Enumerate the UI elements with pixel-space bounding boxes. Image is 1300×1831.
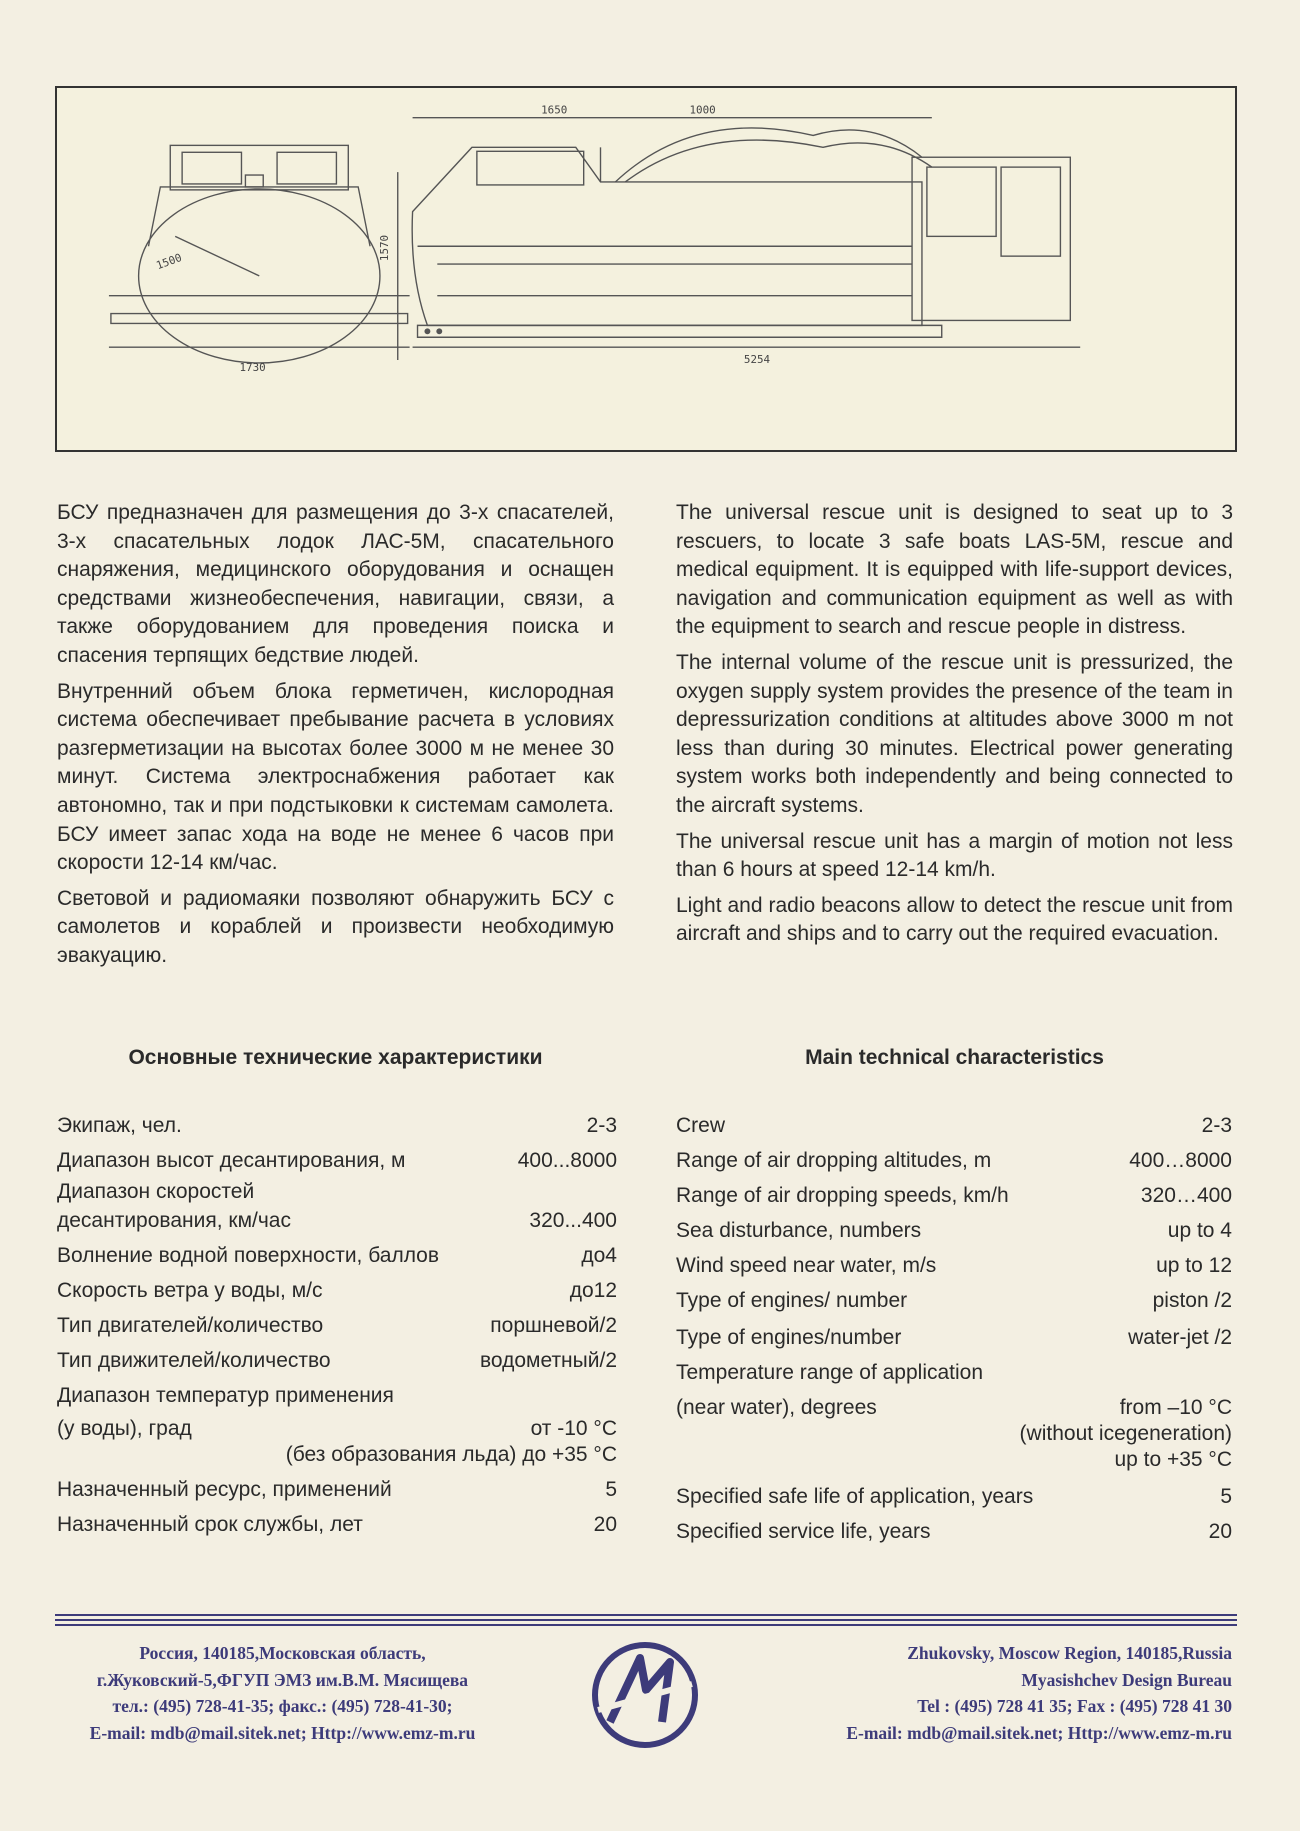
footer-line: г.Жуковский-5,ФГУП ЭМЗ им.В.М. Мясищева [96,1669,469,1690]
en-paragraph: The universal rescue unit is designed to seat up to 3 rescuers, to locate 3 safe boats LAS-5M, rescue and medical equipment. It is equipped with life-support devices, navigation and communication equipment as well as with the equipment to search and rescue people in distress. [676,501,1233,639]
ru-paragraph: Световой и радиомаяки позволяют обнаружить БСУ с самолетов и кораблей и произвести необходимую эвакуацию. [57,886,614,967]
footer-line: Myasishchev Design Bureau [1021,1669,1232,1690]
footer-rule [55,1614,1237,1629]
english-description [676,499,1233,956]
spec-value: 320…400 [1140,1184,1232,1207]
dim-label-1650: 1650 [541,103,568,117]
spec-value: от -10 °С [530,1417,617,1440]
footer-line: тел.: (495) 728-41-35; факс.: (495) 728-41-30; [112,1696,453,1716]
russian-description [57,499,614,978]
spec-label: Specified safe life of application, years [676,1485,1034,1508]
spec-row [676,1254,1232,1278]
spec-row [57,1279,617,1303]
spec-value: 2-3 [586,1114,617,1137]
spec-row [676,1289,1232,1313]
ru-paragraph: БСУ предназначен для размещения до 3-х спасателей, 3-х спасательных лодок ЛАС-5М, спасательного снаряжения, медицинского оборудования и оснащен средствами жизнеобеспечения, навигации, связи, а также оборудованием для проведения поиска и спасения терпящих бедствие людей. [57,501,614,667]
spec-value: 5 [1220,1485,1232,1508]
spec-label: Скорость ветра у воды, м/с [57,1279,323,1302]
rescue-unit-drawing [57,88,1235,450]
spec-label: Range of air dropping altitudes, m [676,1149,992,1172]
footer-line: Zhukovsky, Moscow Region, 140185,Russia [907,1643,1232,1663]
spec-row [676,1114,1232,1138]
spec-row [676,1396,1232,1420]
en-spec-table [676,1114,1232,1544]
spec-row [57,1244,617,1268]
spec-label: Назначенный срок службы, лет [57,1513,363,1536]
spec-label: Sea disturbance, numbers [676,1219,922,1242]
spec-value: поршневой/2 [490,1314,617,1337]
footer-line: Россия, 140185,Московская область, [139,1643,426,1663]
spec-label: Range of air dropping speeds, km/h [676,1184,1009,1207]
spec-row [57,1384,617,1408]
ru-paragraph: Внутренний объем блока герметичен, кислородная система обеспечивает пребывание расчета в условиях разгерметизации на высотах более 3000 м не менее 30 минут. Система электроснабжения работает как автономно, так и при подстыковки к системам самолета. БСУ имеет запас хода на воде не менее 6 часов при скорости 12-14 км/час. [57,679,614,875]
side-view-hull [412,147,922,325]
spec-label: (у воды), град [57,1417,192,1440]
spec-label: Type of engines/ number [676,1289,908,1312]
side-view-canopy [477,151,584,185]
footer-line: Tel : (495) 728 41 35; Fax : (495) 728 41 30 [917,1696,1232,1716]
spec-value: 5 [605,1478,617,1501]
spec-value: 320...400 [529,1209,617,1232]
ru-spec-title: Основные технические характеристики [128,1046,543,1069]
spec-label: Волнение водной поверхности, баллов [57,1244,440,1267]
spec-label: десантирования, км/час [57,1209,291,1232]
spec-label: Specified service life, years [676,1520,931,1543]
spec-row [676,1448,1232,1472]
spec-row [676,1184,1232,1208]
spec-label: Диапазон скоростей [57,1180,255,1203]
spec-value: (without icegeneration) [1019,1422,1232,1445]
en-paragraph: The internal volume of the rescue unit is pressurized, the oxygen supply system provides the presence of the team in depressurization conditions at altitudes above 3000 m not less than during 30 minutes. Electrical power generating system works both independently and being connected to the aircraft systems. [676,650,1233,817]
ru-spec-table [57,1114,617,1537]
en-paragraph: Light and radio beacons allow to detect the rescue unit from aircraft and ships and to carry out the required evacuation. [676,893,1233,946]
spec-label: (near water), degrees [676,1396,877,1419]
spec-row [676,1149,1232,1173]
dim-label-1570: 1570 [377,234,391,262]
spec-value: up to 12 [1156,1254,1232,1277]
spec-label: Тип движителей/количество [57,1349,331,1372]
dim-label-1000: 1000 [689,103,716,117]
spec-row [676,1326,1232,1350]
footer-email-link[interactable]: E-mail: mdb@mail.sitek.net; Http://www.emz-m.ru [846,1722,1232,1743]
spec-value: up to 4 [1167,1219,1232,1242]
spec-value: 400…8000 [1129,1149,1232,1172]
spec-row [57,1209,617,1233]
spec-row [57,1349,617,1373]
spec-row [676,1520,1232,1544]
spec-row [57,1180,617,1204]
en-paragraph: The universal rescue unit has a margin of motion not less than 6 hours at speed 12-14 km/h. [676,829,1233,882]
spec-row [676,1361,1232,1385]
spec-row [57,1149,617,1173]
spec-label: Диапазон высот десантирования, м [57,1149,406,1172]
front-view-cabin [148,187,370,246]
spec-value: from –10 °C [1119,1396,1232,1419]
side-view-engine-box [912,157,1070,320]
side-view-skid [418,325,942,337]
spec-row [57,1417,617,1441]
spec-label: Type of engines/number [676,1326,902,1349]
spec-value: up to +35 °C [1114,1448,1232,1471]
spec-label: Назначенный ресурс, применений [57,1478,392,1501]
front-view-hull [139,189,380,363]
spec-row [676,1422,1232,1446]
spec-row [57,1443,617,1467]
spec-row [676,1485,1232,1509]
spec-value: 20 [593,1513,617,1536]
side-view-hoses [615,128,922,182]
spec-row [57,1478,617,1502]
spec-value: (без образования льда) до +35 °С [285,1443,617,1466]
footer-address-ru [55,1640,510,1746]
myasishchev-m-emblem-icon [590,1640,700,1750]
spec-label: Экипаж, чел. [57,1114,182,1137]
spec-row [57,1114,617,1138]
spec-row [57,1314,617,1338]
spec-label: Диапазон температур применения [57,1384,394,1407]
spec-label: Тип двигателей/количество [57,1314,324,1337]
spec-row [676,1219,1232,1243]
spec-value: до4 [581,1244,617,1267]
footer-address-en [762,1640,1232,1746]
spec-value: 400...8000 [517,1149,617,1172]
front-view-skid [111,314,408,324]
spec-value: piston /2 [1152,1289,1232,1312]
technical-drawing [55,86,1237,452]
spec-value: до12 [569,1279,617,1302]
dim-label-1500: 1500 [154,251,184,273]
spec-value: 2-3 [1201,1114,1232,1137]
en-spec-title: Main technical characteristics [805,1046,1104,1069]
spec-value: water-jet /2 [1128,1326,1232,1349]
spec-label: Temperature range of application [676,1361,984,1384]
spec-value: 20 [1208,1520,1232,1543]
dim-label-1730: 1730 [239,360,266,374]
spec-row [57,1513,617,1537]
dim-label-5254: 5254 [743,352,771,366]
spec-label: Crew [676,1114,726,1137]
footer-email-link[interactable]: E-mail: mdb@mail.sitek.net; Http://www.emz-m.ru [89,1722,476,1743]
spec-value: водометный/2 [479,1349,617,1372]
spec-label: Wind speed near water, m/s [676,1254,937,1277]
